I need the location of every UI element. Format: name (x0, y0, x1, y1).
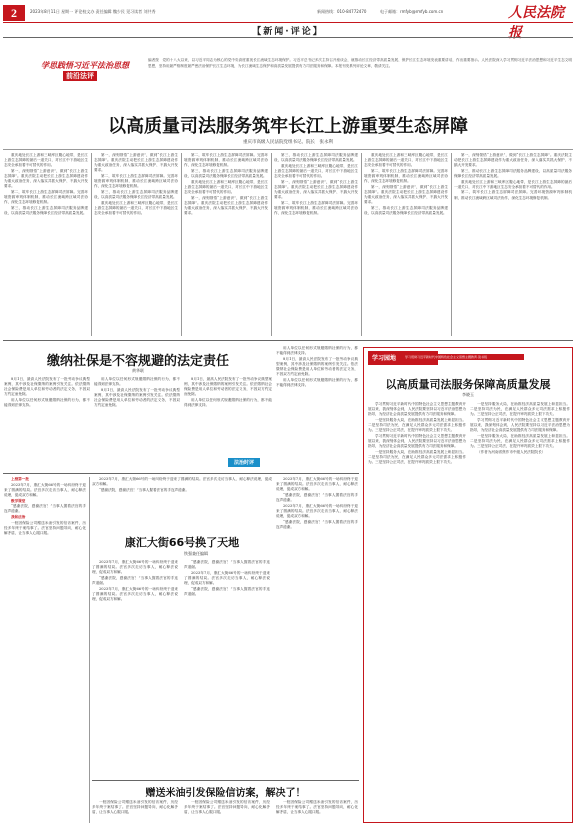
main-col-5: 重庆地处长江上游和三峡库区腹心地带，是长江上游生态屏障的最后一道关口，对长江中下游地区生态安全承担着不可替代的作用。 第二，筑牢长江上游生态屏障司法屏障。完善环境资源审判体制机制，推动长江流域跨区域司法协作，深化生态环境修复机制。 第一，深刻领悟“上游意识”，做到“长江上游生态屏障”。重庆法院主动把长江上游生态屏障建设作为重大政治任务，深入落实共抓大保护、不搞大开发要求。 第三，推动长江上游生态屏障司法服务品牌建设，以高质量司法服务保障长江经济带高质量发展。 (364, 153, 448, 215)
main-col-2: 第一，深刻领悟“上游意识”，做到“长江上游生态屏障”。重庆法院主动把长江上游生态屏障建设作为重大政治任务，深入落实共抓大保护、不搞大开发要求。 第二，筑牢长江上游生态屏障司法屏障。完善环境资源审判体制机制，推动长江流域跨区域司法协作，深化生态环境修复机制。 第三，推动长江上游生态屏障司法服务品牌建设，以高质量司法服务保障长江经济带高质量发展。 重庆地处长江上游和三峡库区腹心地带，是长江上游生态屏障的最后一道关口，对长江中下游地区生态安全承担着不可替代的作用。 (94, 153, 178, 215)
feature-author: 李晓玉 (462, 392, 474, 397)
essay1-bottom-rule (92, 780, 359, 781)
essay2-col-1: 一桩因保险公司赠送米油引发的信访案件，历经多年终于案结事了。法官坚持问题导向，耐心化解矛盾，让当事人心服口服。 (92, 800, 178, 815)
main-bottom-rule (3, 340, 573, 341)
main-title: 以高质量司法服务筑牢长江上游重要生态屏障 (108, 116, 468, 137)
section-title: 【新闻·评论】 (252, 27, 324, 37)
article2-author: 黄华联 (132, 368, 144, 373)
feature-badge-sub: 学习贯彻习近平新时代中国特色社会主义思想主题教育·读书班 (404, 354, 524, 360)
series-banner (3, 60, 143, 82)
main-col-1: 重庆地处长江上游和三峡库区腹心地带，是长江上游生态屏障的最后一道关口，对长江中下游地区生态安全承担着不可替代的作用。 第一，深刻领悟“上游意识”，做到“长江上游生态屏障”。重庆法院主动把长江上游生态屏障建设作为重大政治任务，深入落实共抓大保护、不搞大开发要求。 第二，筑牢长江上游生态屏障司法屏障。完善环境资源审判体制机制，推动长江流域跨区域司法协作，深化生态环境修复机制。 第三，推动长江上游生态屏障司法服务品牌建设，以高质量司法服务保障长江经济带高质量发展。 (4, 153, 88, 215)
article2-col-1: 8月1日，最高人民法院发布了一批劳动争议典型案例，其中涉及社保缴纳的案例引发关注。依法缴纳社会保险费是用人单位和劳动者的法定义务，不因双方约定而免除。 用人单位以任何形式规避缴纳社保的行为，都不能得到法律支持。 (4, 377, 90, 408)
feature-col-2: 一是坚持服务大局，在助推经济高质量发展上彰显担当。二是坚持司法为民，在满足人民群众多元司法需求上积极作为。三是坚持公正司法，在提升审判质效上狠下功夫。 学习贯彻习近平新时代中国特色社会主义思想主题教育开展以来，我深刻体会到，人民法院要坚持以习近平法治思想为指导，为经济社会高质量发展提供有力司法服务和保障。 一是坚持服务大局，在助推经济高质量发展上彰显担当。二是坚持司法为民，在满足人民群众多元司法需求上积极作为。三是坚持公正司法，在提升审判质效上狠下功夫。 （作者为河南省焦作市中级人民法院院长） (470, 402, 570, 454)
date-line: 2023年8月11日 星期一 评论校文办 责任编辑 魏少民 见习读者 刘共秀 (30, 9, 156, 14)
essay1-col-3: 2023年7月，康汇大街66号的一场纠纷终于迎来了圆满的结局。法官多次走访当事人，耐心释法说理，促成双方和解。 “感谢法院，感谢法官！”当事人握着法官的手连声道谢。 2023年7月，康汇大街66号的一场纠纷终于迎来了圆满的结局。法官多次走访当事人，耐心释法说理，促成双方和解。 “感谢法院，感谢法官！”当事人握着法官的手连声道谢。 (276, 477, 358, 529)
main-col-4: 第三，推动长江上游生态屏障司法服务品牌建设，以高质量司法服务保障长江经济带高质量发展。 重庆地处长江上游和三峡库区腹心地带，是长江上游生态屏障的最后一道关口，对长江中下游地区生态安全承担着不可替代的作用。 第一，深刻领悟“上游意识”，做到“长江上游生态屏障”。重庆法院主动把长江上游生态屏障建设作为重大政治任务，深入落实共抓大保护、不搞大开发要求。 第二，筑牢长江上游生态屏障司法屏障。完善环境资源审判体制机制，推动长江流域跨区域司法协作，深化生态环境修复机制。 (274, 153, 358, 215)
essay2-col-2: 一桩因保险公司赠送米油引发的信访案件，历经多年终于案结事了。法官坚持问题导向，耐心化解矛盾，让当事人心服口服。 (184, 800, 270, 815)
editor-note: 编者按 党的十八大以来，以习近平同志为核心的党中央高度重视长江流域生态环境保护。习近平总书记多次主持召开座谈会，就推动长江经济带高质量发展、保护长江生态环境发表重要讲话，作出重要指示。人民法院深入学习贯彻习近平法治思想和习近平生态文明思想，坚持用最严格制度最严密法治保护长江生态环境，为长江流域生态保护和高质量发展提供有力司法服务和保障。本报刊发系列评论文章，敬请关注。 (148, 58, 572, 68)
left-rail: 上榜第一批 2023年7月，康汇大街66号的一场纠纷终于迎来了圆满的结局。法官多次走访当事人，耐心释法说理，促成双方和解。 数学课堂 “感谢法院，感谢法官！”当事人握着法官的手连声道谢。 我和法治 一桩因保险公司赠送米油引发的信访案件，历经多年终于案结事了。法官坚持问题导向，耐心化解矛盾，让当事人心服口服。 (4, 477, 86, 535)
feature-box (363, 347, 573, 823)
main-col-6: 第一，深刻领悟“上游意识”，做到“长江上游生态屏障”。重庆法院主动把长江上游生态屏障建设作为重大政治任务，深入落实共抓大保护、不搞大开发要求。 第三，推动长江上游生态屏障司法服务品牌建设，以高质量司法服务保障长江经济带高质量发展。 重庆地处长江上游和三峡库区腹心地带，是长江上游生态屏障的最后一道关口，对长江中下游地区生态安全承担着不可替代的作用。 第二，筑牢长江上游生态屏障司法屏障。完善环境资源审判体制机制，推动长江流域跨区域司法协作，深化生态环境修复机制。 (454, 153, 572, 200)
article2-col-2: 用人单位以任何形式规避缴纳社保的行为，都不能得到法律支持。 8月1日，最高人民法院发布了一批劳动争议典型案例，其中涉及社保缴纳的案例引发关注。依法缴纳社会保险费是用人单位和劳动者的法定义务，不因双方约定而免除。 (94, 377, 180, 408)
section-rule (3, 37, 573, 38)
essay2-title: 赠送米油引发保险信访案，解决了！ (145, 788, 306, 799)
main-byline: 重庆市高级人民法院党组书记、院长 张永利 (243, 140, 333, 145)
page-number: 2 (3, 5, 25, 21)
column-tag: 法治时评 (228, 458, 260, 467)
essay1-col-1: 2023年7月，康汇大街66号的一场纠纷终于迎来了圆满的结局。法官多次走访当事人，耐心释法说理，促成双方和解。 “感谢法院，感谢法官！”当事人握着法官的手连声道谢。 2023年7月，康汇大街66号的一场纠纷终于迎来了圆满的结局。法官多次走访当事人，耐心释法说理，促成双方和解。 (92, 560, 178, 601)
essay1-author: 铁强兼任编辑 (184, 551, 208, 556)
feature-col-1: 学习贯彻习近平新时代中国特色社会主义思想主题教育开展以来，我深刻体会到，人民法院要坚持以习近平法治思想为指导，为经济社会高质量发展提供有力司法服务和保障。 一是坚持服务大局，在助推经济高质量发展上彰显担当。二是坚持司法为民，在满足人民群众多元司法需求上积极作为。三是坚持公正司法，在提升审判质效上狠下功夫。 学习贯彻习近平新时代中国特色社会主义思想主题教育开展以来，我深刻体会到，人民法院要坚持以习近平法治思想为指导，为经济社会高质量发展提供有力司法服务和保障。 一是坚持服务大局，在助推经济高质量发展上彰显担当。二是坚持司法为民，在满足人民群众多元司法需求上积极作为。三是坚持公正司法，在提升审判质效上狠下功夫。 (368, 402, 466, 464)
article2-bottom-rule (3, 473, 359, 474)
hotline: 新闻热线：010-84772470 (317, 9, 367, 14)
essay2-col-3: 一桩因保险公司赠送米油引发的信访案件，历经多年终于案结事了。法官坚持问题导向，耐心化解矛盾，让当事人心服口服。 (276, 800, 358, 815)
article2-title: 缴纳社保是不容规避的法定责任 (46, 354, 229, 369)
email: 电子邮箱：rmfyb@rmfyb.com.cn (380, 9, 444, 14)
masthead-logo: 人民法院报 (508, 5, 564, 41)
main-title-rule (3, 149, 573, 150)
header-rule (3, 22, 573, 23)
series-sub: 前沿法评 (63, 71, 97, 81)
series-title: 学思践悟习近平法治思想 (41, 61, 129, 70)
main-col-3: 第二，筑牢长江上游生态屏障司法屏障。完善环境资源审判体制机制，推动长江流域跨区域司法协作，深化生态环境修复机制。 第三，推动长江上游生态屏障司法服务品牌建设，以高质量司法服务保障长江经济带高质量发展。 重庆地处长江上游和三峡库区腹心地带，是长江上游生态屏障的最后一道关口，对长江中下游地区生态安全承担着不可替代的作用。 第一，深刻领悟“上游意识”，做到“长江上游生态屏障”。重庆法院主动把长江上游生态屏障建设作为重大政治任务，深入落实共抓大保护、不搞大开发要求。 (184, 153, 268, 215)
article2-col-3: 8月1日，最高人民法院发布了一批劳动争议典型案例，其中涉及社保缴纳的案例引发关注。依法缴纳社会保险费是用人单位和劳动者的法定义务，不因双方约定而免除。 用人单位以任何形式规避缴纳社保的行为，都不能得到法律支持。 (184, 377, 272, 408)
article2-col-4: 用人单位以任何形式规避缴纳社保的行为，都不能得到法律支持。 8月1日，最高人民法院发布了一批劳动争议典型案例，其中涉及社保缴纳的案例引发关注。依法缴纳社会保险费是用人单位和劳动者的法定义务，不因双方约定而免除。 用人单位以任何形式规避缴纳社保的行为，都不能得到法律支持。 (276, 346, 358, 387)
essay1-col-2: “感谢法院，感谢法官！”当事人握着法官的手连声道谢。 2023年7月，康汇大街66号的一场纠纷终于迎来了圆满的结局。法官多次走访当事人，耐心释法说理，促成双方和解。 “感谢法院，感谢法官！”当事人握着法官的手连声道谢。 (184, 560, 270, 596)
essay1-col-top: 2023年7月，康汇大街66号的一场纠纷终于迎来了圆满的结局。法官多次走访当事人，耐心释法说理，促成双方和解。 “感谢法院，感谢法官！”当事人握着法官的手连声道谢。 (92, 477, 272, 492)
essay1-title: 康汇大街66号换了天地 (124, 536, 240, 549)
feature-title: 以高质量司法服务保障高质量发展 (385, 378, 551, 391)
feature-badge-title: 学习园地 (372, 355, 397, 362)
